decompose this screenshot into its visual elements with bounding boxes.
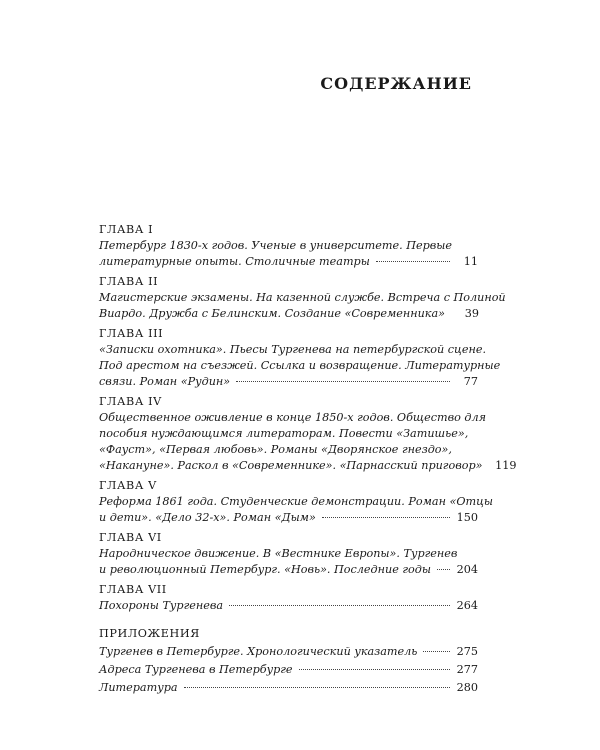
chapter-text-line: Петербург 1830-х годов. Ученые в университете. Первые: [99, 239, 452, 252]
page-number: 204: [456, 563, 478, 576]
page-number: 11: [463, 255, 478, 268]
chapter-text-line: литературные опыты. Столичные театры: [99, 255, 370, 268]
chapter-text-line: «Записки охотника». Пьесы Тургенева на петербургской сцене.: [99, 343, 487, 356]
appendix-section: [99, 626, 478, 696]
chapter-text-line: связи. Роман «Рудин»: [99, 375, 231, 388]
chapter-label: ГЛАВА III: [99, 327, 164, 340]
chapter-1[interactable]: [99, 222, 478, 270]
dot-leader: [299, 668, 450, 670]
page-number: 264: [456, 599, 478, 612]
dot-leader: [236, 380, 450, 382]
chapter-text-line: Под арестом на съезжей. Ссылка и возвращение. Литературные: [99, 359, 501, 372]
chapter-6[interactable]: [99, 530, 478, 578]
appendix-entry[interactable]: [99, 662, 478, 678]
dot-leader: [376, 260, 450, 262]
appendix-entry-text: Тургенев в Петербурге. Хронологический указатель: [99, 645, 418, 658]
chapter-3[interactable]: [99, 326, 501, 390]
chapter-text-line: Похороны Тургенева: [99, 599, 224, 612]
page-number: 39: [464, 307, 479, 320]
page-number: 275: [456, 645, 478, 658]
chapter-text-line: и дети». «Дело 32-х». Роман «Дым»: [99, 511, 316, 524]
appendix-label: ПРИЛОЖЕНИЯ: [99, 627, 200, 640]
chapter-text-line: «Фауст», «Первая любовь». Романы «Дворянское гнездо»,: [99, 443, 452, 456]
dot-leader: [437, 568, 450, 570]
chapter-text-line: «Накануне». Раскол в «Современнике». «Парнасский приговор»: [99, 459, 483, 472]
chapter-text-line: Народническое движение. В «Вестнике Европы». Тургенев: [99, 547, 458, 560]
appendix-entry-text: Литература: [99, 681, 178, 694]
chapter-text-line: пособия нуждающимся литераторам. Повести «Затишье»,: [99, 427, 469, 440]
dot-leader: [184, 686, 450, 688]
chapter-2[interactable]: [99, 274, 506, 322]
chapter-label: ГЛАВА IV: [99, 395, 162, 408]
chapter-text-line: Общественное оживление в конце 1850-х годов. Общество для: [99, 411, 487, 424]
chapter-label: ГЛАВА VI: [99, 531, 162, 544]
appendix-entry[interactable]: [99, 680, 478, 696]
page-title: СОДЕРЖАНИЕ: [320, 74, 472, 93]
table-of-contents: [99, 222, 517, 696]
dot-leader: [322, 516, 450, 518]
chapter-7[interactable]: [99, 582, 478, 614]
dot-leader: [229, 604, 450, 606]
chapter-label: ГЛАВА II: [99, 275, 159, 288]
appendix-entry[interactable]: [99, 644, 478, 660]
chapter-text-line: Магистерские экзамены. На казенной службе. Встреча с Полиной: [99, 291, 506, 304]
page-number: 150: [456, 511, 478, 524]
page-number: 77: [463, 375, 478, 388]
chapter-label: ГЛАВА I: [99, 223, 154, 236]
page-number: 280: [456, 681, 478, 694]
page-number: 277: [456, 663, 478, 676]
chapter-text-line: Реформа 1861 года. Студенческие демонстрации. Роман «Отцы: [99, 495, 494, 508]
chapter-5[interactable]: [99, 478, 494, 526]
chapter-text-line: Виардо. Дружба с Белинским. Создание «Современника»: [99, 307, 445, 320]
chapter-text-line: и революционный Петербург. «Новь». Последние годы: [99, 563, 431, 576]
dot-leader: [423, 650, 450, 652]
chapter-4[interactable]: [99, 394, 517, 474]
page-number: 119: [495, 459, 517, 472]
chapter-label: ГЛАВА V: [99, 479, 157, 492]
appendix-entry-text: Адреса Тургенева в Петербурге: [99, 663, 293, 676]
chapter-label: ГЛАВА VII: [99, 583, 167, 596]
